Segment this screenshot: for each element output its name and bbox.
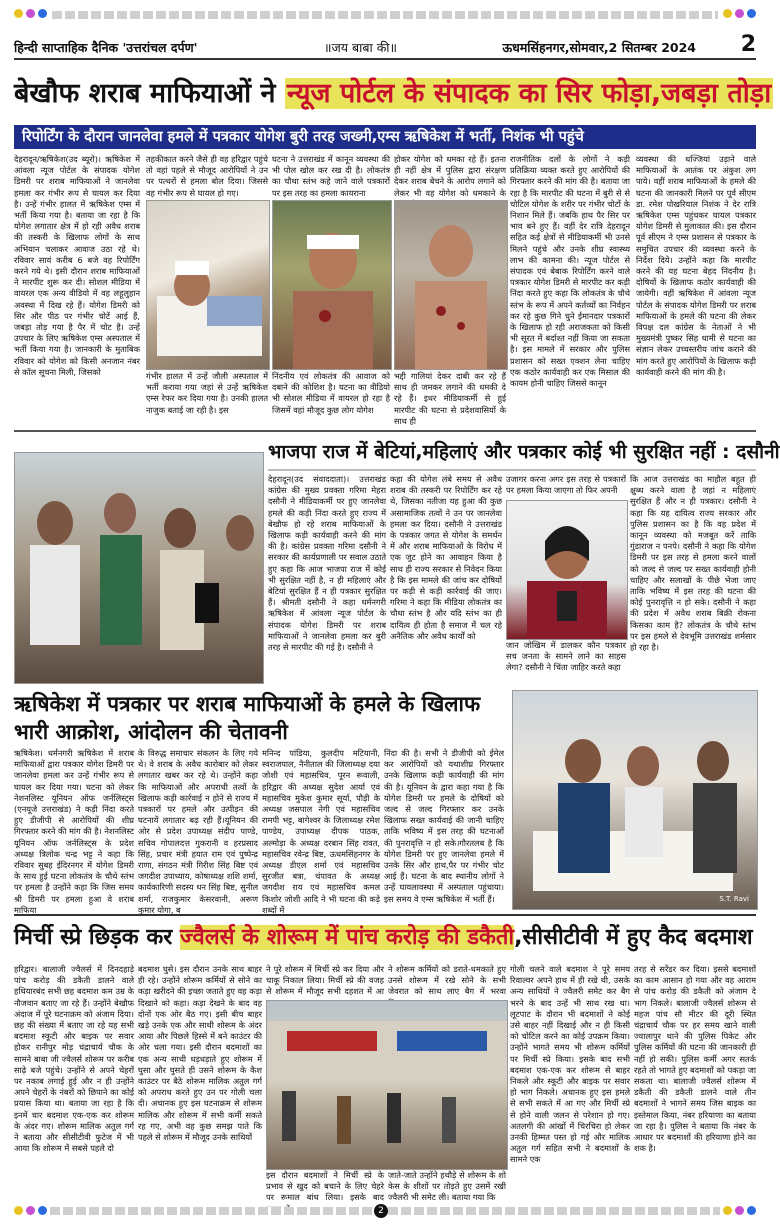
photo-hospital-visit (512, 690, 758, 910)
photo-bloodied-journalist (272, 200, 392, 370)
story1-headline-part-b: न्यूज पोर्टल के संपादक का सिर फोड़ा,जबड़ा तोड़ा (286, 78, 772, 109)
story4-headline (14, 914, 756, 960)
photo-illustration (507, 501, 627, 639)
dot (723, 1206, 732, 1215)
footer-dots-left (14, 1206, 47, 1215)
story1-column-4b: भद्दी गालियां देकर दाबी कर रहे हैं साथ ही जमकर लगाने की धमकी दे रहे हैं। इधर मीडियाकर्मी से हुई मारपीट की घटना से प्रदेशवासियों के साथ ही (394, 371, 506, 426)
dot (747, 1206, 756, 1215)
story3-column-2: के विरुद्ध समाचार संकलन के लिए गये थे। वे शराब के अवैध कारोबार को लेकर लगातार खबर कर रहे थे। उन्होंने कहा कि माफियाओं और अपराधी तत्वों के खिलाफ कड़ी कार्रवाई न होने से राज्य में पत्रकारों पर हमले और उत्पीड़न की घटनायें लगातार बढ़ रही हैं।यूनियन की ओर से प्रदेश उपाध्यक्ष संदीप पाण्डे, सचिव गोपालदत्त गुकरानी व हरप्रसाद सिंह, प्रचार मंत्री हयात राम एवं पुष्पेन्द्र राणा, संगठन मंत्री गिरीश सिंह बिष्ट एवं जगदीश उपाध्याय, कोषाध्यक्ष शशि शर्मा, कार्यकारिणी सदस्य धन सिंह बिष्ट, सुनील शर्मा, राजकुमार केसरवानी, अरूण कुमार योगा, ब (138, 748, 258, 915)
story3-column-4: निंदा की है। सभी ने डीजीपी को ईमेल कर आरोपियों को यथाशीघ्र गिरफ्तार उनके खिलाफ कड़ी कार्यवाही की मांग की है। यूनियन के द्वारा कहा गया है कि योगेश डिमरी पर हमले के दोषियों को जल्द से जल्द गिरफ्तार कर उनके खिलाफ सख्त कार्यवाई की जानी चाहिए ताकि भविष्य में इस तरह की घटनाओं की पुनरावृत्ति न हो सके।गौरतलब है कि योगेश डिमरी पर हुए जानलेवा हमले में उनके सिर और हाथ,पैर पर गंभीर चोट आई हैं। घटना के बाद स्थानीय लोगों ने उन्हें घायलावस्था में अस्पताल पहुंचाया। इस समय वे एम्स ऋषिकेश में भर्ती हैं। (384, 748, 504, 904)
story1-column-5: राजनीतिक दलों के लोगों ने कड़ी प्रतिक्रिया व्यक्त करते हुए आरोपियों की गिरफ्तार करने की मांग की है। बताया जा रहा है कि मारपीट की घटना में बुरी से से चोटिल योगेश के शरीर पर गंभीर चोटों के निशान मिले हैं। जबकि हाथ पैर सिर पर भाव बने हुए हैं। वहीं देर रात्रि देहरादून सहित कई क्षेत्रों से मीडियाकर्मी भी उनसे मिलने पहुंचे और उनके शीघ्र स्वास्थ्य लाभ की कामना की। न्यूज पोर्टल से संपादक एवं बेबाक रिपोर्टिंग करने वाले पत्रकार योगेश डिमरी से मारपीट कर कड़ी निंदा करते हुए कहा कि लोकतंत्र के चौथे स्तंभ के रूप में अपने कर्तव्यों का निर्वहन कर रहे कुछ गिने चुने ईमानदार पत्रकारों के खिलाफ हो रही अराजकता को किसी भी सूरत में बर्दाश्त नहीं किया जा सकता है। इस मामले में सरकार और पुलिस प्रशासन को सख्त एक्शन लेना चाहिए एक कठोर कार्यवाही कर एक मिसाल की कायम होनी चाहिए जिससे कानून (510, 154, 630, 389)
photo-illustration (395, 201, 507, 369)
story2-headline: भाजपा राज में बेटियां,महिलाएं और पत्रकार कोई भी सुरक्षित नहीं : दसौनी (268, 435, 756, 471)
story4-column-2: बदमाश घुसे। इस दौरान उनके साथ बाहर ही रहे। उन्होंने शोरूम कर्मियों से सोने का कड़ा खरीदने की इच्छा जताते हुए वह कड़ा दिखाने को कहा। कड़ा देखने के बाद वह दोनों एक ओर बैठ गए। इसी बीच बाहर खड़े उनके एक और साथी शोरूम के अंदर आया और पिछले हिस्से में बने काउंटर की ओर चला गया। इसी दौरान बदमाशों का एक अन्य साथी धड़धड़ाते हुए शोरूम में घुसा और घुसते ही उसने शोरूम के कैश काउंटर पर बैठे शोरूम मालिक अतुल गर्ग को अपराध करते हुए उन पर गोली चला दी। अचानक हुए इस घटनाक्रम से शोरूम मालिक और शोरूम में सभी कर्मी सकते रह गए, अभी वह कुछ समझ पाते कि पहले से शोरूम में मौजूद उनके साथियों (138, 964, 262, 1143)
photo-injured-journalist-bed (146, 200, 270, 370)
story1-column-3a: घटना ने उत्तराखंड में कानून व्यवस्था की भी पोल खोल कर रख दी है। लोकतंत्र का चौथा स्तंभ कहे जाने वाले पत्रकारों पर इस तरह का हमला कायराना (272, 154, 390, 198)
story2-column-2: कहा की योगेश लंबे समय से अवैध शराब की तस्करी पर रिपोर्टिंग कर रहे थे, जिसका नतीजा यह हुआ की कुछ असामाजिक तत्वों ने उन पर जानलेवा हमला कर दिया। दसौनी ने उत्तराखंड के पत्रकार जगत से योगेश के समर्थन में और शराब माफियाओं के विरोध में एक जुट होने का आवाहन किया है साथ ही राज्य सरकार से निवेदन किया है कि इस मामले की जांच कर दोषियों पर कड़ी से कड़ी कार्रवाई की जाए। गरिमा ने कहा कि मीडिया लोकतंत्र का चौथा स्तंभ है और यदि स्तंभ का ही दायित्व ही होता है समाज में चल रहे अनैतिक और अवैध कार्यों को (390, 474, 502, 641)
footer-dots-right (723, 1206, 756, 1215)
photo-journalist-wounds (394, 200, 508, 370)
page-header (14, 32, 756, 60)
story4-column-4: ने शोरूम कर्मियों को डराते-धमकाते हुए उनसे शोरूम में रखे सोने के सभी जेवरात को साथ लाए बैग में भरवा (388, 964, 506, 997)
dot (747, 9, 756, 18)
dot (38, 9, 47, 18)
story1-headline (14, 70, 772, 118)
dot (735, 1206, 744, 1215)
story4-column-3: ने पूरे शोरूम में मिर्ची स्प्रे कर दिया और चाकू निकाल लिया। मिर्ची स्प्रे की वजह से शोरूम में मौजूद सभी दहशत में आ (266, 964, 384, 997)
header-dots-left (14, 9, 47, 18)
story3-column-3: मनिन्द पांडिया, कुलदीप मटियानी, स्वराजपाल, नैनीताल की जिलाध्यक्ष दया जोशी एवं महासचिव, पूरन रूवाली, हरिद्वार की अध्यक्ष सुदेश आर्या एवं महासचिव मुकेश कुमार सूर्या, पौड़ी के अध्यक्ष जसपाल नेगी एवं महासचिव रामपी भट्ट, बागेश्वर के जिलाध्यक्ष रमेश पाण्डेय, उपाध्यक्ष दीपक पाठक, अल्मोड़ा के अध्यक्ष दरबान सिंह रावत, महासचिव रवेन्द्र बिष्ट, ऊधमसिंहनगर के अध्यक्ष डीएल शर्मा एवं महासचिव सुरजीत बत्रा, चंपावत के अध्यक्ष जगदीश राय एवं महासचिव कमल किशोर जोशी आदि ने भी घटना की कड़े शब्दों में (262, 748, 380, 915)
story1-column-6: व्यवस्था की धज्जियां उड़ाने वाले माफियाओं के आतंक पर अंकुश लग पाये। वहीं शराब माफियाओं के हमले की घटना की जानकारी मिलने पर पूर्व सीएम डा. रमेश पोखरियाल निशंक ने देर रात्रि ऋषिकेश एम्स पहुंचकर घायल पत्रकार योगेश डिमरी से मुलाकात की। इस दौरान पूर्व सीएम ने एम्स प्रशासन से पत्रकार के समुचित उपचार की व्यवस्था करने के निर्देश दिये। उन्होंने कहा कि मारपीट करने की यह घटना बेहद निंदनीय है। दोषियों के खिलाफ कठोर कार्यवाही की जायेगी। वहीं ऋषिकेश में आंवला न्यूज पोर्टल के संपादक योगेश डिमरी पर शराब माफियाओं के हमले की घटना की लेकर विपक्ष दल कांग्रेस के नेताओं ने भी मुख्यमंत्री पुष्कर सिंह धामी से घटना का संज्ञान लेकर उच्चस्तरीय जांच कराने की मांग करते हुए आरोपियों के खिलाफ कड़ी कार्यवाही करने की मांग की है। (636, 154, 756, 377)
footer-page-badge: 2 (374, 1204, 388, 1218)
divider (14, 430, 756, 432)
story4-column-3-caption: इस दौरान बदमाशों ने मिर्ची स्प्रे के प्रभाव से खुद को बचाने के लिए चेहरे पर रूमाल बांध लिया। इसके बाद (266, 1170, 384, 1203)
dot (26, 9, 35, 18)
photo-garima-dasauni (506, 500, 628, 640)
story1-column-1: देहरादून/ऋषिकेश(उद ब्यूरो)। ऋषिकेश में आंवला न्यूज पोर्टल के संपादक योगेश डिमरी पर शराब माफियाओं ने जानलेवा हमला कर गंभीर रूप से घायल कर दिया है। उन्हें गंभीर हालत में ऋषिकेश एम्स में भर्ती किया गया है। बताया जा रहा है कि योगेश लगातार क्षेत्र में हो रही अवैध शराब की तस्करी के खिलाफ लोगों के साथ अभियान चलाकर आवाज उठा रहे थे। रविवार सायं करीब 6 बजे वह रिपोर्टिंग करने गये थे। इसी दौरान शराब माफियाओं ने मारपीट शुरू कर दी। सोशल मीडिया में वायरल एक अन्य वीडियो में वह लहूलुहान अवस्था में दिख रहे हैं। योगेश डिमरी को सिर और पीठ पर गंभीर चोटें आई हैं, जबड़ा तोड़ गया है पैर में चोट है। उन्हें उपचार के लिए ऋषिकेश एम्स अस्पताल में भर्ती किया गया है। जानकारी के मुताबिक रविवार को योगेश को किसी अनजान नंबर से कॉल सूचना मिली, जिसको (14, 154, 140, 377)
story3-headline: ऋषिकेश में पत्रकार पर शराब माफियाओं के हमले के खिलाफ भारी आक्रोश, आंदोलन की चेतावनी (14, 692, 481, 744)
photo-jewellery-showroom (266, 1000, 508, 1170)
photo-illustration (15, 453, 263, 683)
story4-column-1: हरिद्वार। बालाजी ज्वैलर्स में दिनदहाड़े पांच करोड़ की डकैती डालने वाले हथियारबंद सभी छह बदमाश कम उम्र के नौजवान बताए जा रहे हैं। उन्होंने बेखौफ अंदाज में पूरे घटनाक्रम को अंजाम दिया। छह की संख्या में बताए जा रहे यह सभी बदमाश स्कूटी और बाइक पर सवार होकर रानीपुर मोड़ चंद्राचार्य चौक के सामने बाबा जी ज्वैलर्स शोरूम पर करीब साढ़े बजे पहुंचे। उन्होंने से अपने चेहरों पर नकाब लगाई हुई और न ही उन्होंने अपने चेहरों के नंबरों को छिपाने का कोई प्रयास किया था। बताया जा रहा है कि इनमें चार बदमाश एक-एक कर शोरूम के अंदर गए। शोरूम मालिक अतुल गर्ग ने बताया और सीसीटीवी फुटेज में भी आया कि शोरूम में सबसे पहले दो (14, 964, 134, 1154)
photo-illustration (267, 1001, 507, 1169)
story2-photo-caption: जान जोखिम में डालकर कौन पत्रकार सच जनता के सामने लाने का साहस लेगा? दसौनी ने चिंता जाहिर करते कहा (506, 640, 626, 673)
story2-column-4: कि आज उत्तराखंड का माहौल बहुत ही क्षुब्ध करने वाला है जहां न महिलाएं सुरक्षित हैं और न ही पत्रकार। दसौनी ने कहा कि यह दायित्व राज्य सरकार और पुलिस प्रशासन का है कि वह प्रदेश में कानून व्यवस्था को मजबूत करें ताकि गुंडाराज न पनपे। दसौनी ने कहा कि योगेश डिमरी पर इस तरह से हमला करने वालों को जल्द से जल्द पर सख्त कार्यवाही होनी चाहिए और सलाखों के पीछे भेजा जाए ताकि भविष्य में इस तरह की घटना की कोई पुनरावृत्ति न हो सके। दसौनी ने कहा की प्रदेश में अवैध शराब बिक्री रोकना किसका काम है? लोकतंत्र के चौथे स्तंभ पर इस हमले से देवभूमि उत्तराखंड शर्मसार हो रहा है। (630, 474, 756, 653)
story4-column-4-caption: जाते-जाते उन्होंने हथौड़े से शोरूम के शो केस के शीशों पर तोड़ते हुए उसमें रखी ज्वैलरी भी समेट ली। बताया गया कि (388, 1170, 506, 1203)
story4-headline-part-c: ,सीसीटीवी में हुए कैद बदमाश (514, 925, 753, 950)
photo-illustration (513, 691, 757, 909)
story3-column-1: ऋषिकेश। धर्मनगरी ऋषिकेश में शराब माफियाओं द्वारा पत्रकार योगेश डिमरी पर जानलेवा हमला कर उन्हें गंभीर रूप से घायल कर दिया गया। घटना को लेकर नेशनलिस्ट यूनियन ऑफ जर्नलिस्ट्स (एनयूजे उत्तराखंड) ने कड़ी निंदा करते हुए डीजीपी से आरोपियों की शीघ्र गिरफ्तार करने की मांग की है। नेशनलिस्ट यूनियन ऑफ जर्नलिस्ट्स के प्रदेश अध्यक्ष त्रिलोक चन्द्र भट्ट ने कहा कि रविवार सुबह ईदिरनगर में योगेश डिमरी के साथ हुई घटना लोकतंत्र के चौथे स्तंभ पर हमला है उन्होंने कहा कि जिस समय श्री डिमरी पर हमला हुआ वे शराब माफिया (14, 748, 134, 915)
story2-column-3: उजागर करना अगर इस तरह से पत्रकारों पर हमला किया जाएगा तो फिर अपनी (506, 474, 626, 496)
header-dots-right (723, 9, 756, 18)
dot (26, 1206, 35, 1215)
story4-column-6: तरह से सरेंडर कर दिया। इससे बदमाशों का काम आसान हो गया और वह आराम से पांच करोड़ की डकैती को अंजाम दे भाग निकले। बालाजी ज्वैलर्स शोरूम से महज पांच सौ मीटर की दूरी स्थित चंद्राचार्य चौक पर हर समय खाने वाली ज्वालापुर थाने की पुलिस पिकेट और पुलिस कर्मियों की घटना की जानकारी ही नहीं हो सकी। पुलिस कर्मी अगर सतर्क रहते तो भागते हुए बदमाशों को पकड़ा जा सकता था। बालाजी ज्वैलर्स शोरूम में डकैती की डकैती डालने वाले तीन बदमाशों ने भागने समय जिस बाइक का इस्तेमाल किया, नंबर हरियाणा का बताया जा रहा है। पुलिस ने बताया कि नंबर के आधार पर बदमाशों की हरियाणा होने का शक है। (634, 964, 756, 1154)
dot (723, 9, 732, 18)
dot (735, 9, 744, 18)
story1-column-4a: होकर योगेश को धमका रहे हैं। इतना ही नहीं क्षेत्र में पुलिस द्वारा संरक्षण देकर शराब बेचने के आरोप लगाने को लेकर भी वह योगेश को धमकाने के (394, 154, 506, 198)
photo-illustration (147, 201, 269, 369)
photo-credit: S.T. Ravi (719, 895, 749, 903)
photo-protest-crowd (14, 452, 264, 684)
story4-column-5: गोली चलने वाले बदमाश ने पूरे समय रिवाल्वर अपने हाथ में ही रखे थी, उसके अन्य साथियों ने ज्वैलरी समेट कर बैग भरने के बाद उन्हें भी साथ रख था। लूटपाट के दौरान भी बदमाशों ने कोई उसे बाहर नहीं दिखाई और न ही किसी को चोटिल करने का कोई उपक्रम किया। उन्होंने भागते समय भी शोरूम कर्मियों पर मिर्ची स्प्रे किया। इसके बाद सभी बदमाश एक-एक कर शोरूम से बाहर निकले और स्कूटी और बाइक पर सवार हो भाग निकले। अचानक हुए इस हमले से सभी सकते में आ गए और मिर्ची स्प्रे से होने वाली जलन से परेशान हो गए। अतलगी की आंखों में चिरचिरा हो लेकर उनकी हिम्मत पस्त हो गई और मालिक अतुल गर्ग सहित सभी ने बदमाशों के सामने एक (510, 964, 630, 1165)
story4-headline-part-b: ज्वैलर्स के शोरूम में पांच करोड़ की डकैती (179, 925, 515, 950)
dot (14, 1206, 23, 1215)
story1-headline-part-a: बेखौफ शराब माफियाओं ने (14, 78, 285, 109)
photo-illustration (273, 201, 391, 369)
dot (38, 1206, 47, 1215)
story1-column-2a: तहकीकात करने जैसे ही वह हरिद्वार पहुंचे तो वहां पहले से मौजूद आरोपियों ने उन पर पत्थरों से हमला बोल दिया। जिससे वह गंभीर रूप से घायल हो गए। (146, 154, 268, 198)
dot (14, 9, 23, 18)
story1-column-3b: निंदनीय एवं लोकतंत्र की आवाज को दबाने की कोशिश है। घटना का वीडियो भी सोशल मीडिया में वायरल हो रहा है जिसमें वहां मौजूद कुछ लोग योगेश (272, 371, 390, 415)
story1-subheadline: रिपोर्टिंग के दौरान जानलेवा हमले में पत्रकार योगेश बुरी तरह जख्मी,एम्स ऋषिकेश में भर्ती, निशंक भी पहुंचे (14, 125, 756, 149)
page-footer (14, 1206, 756, 1216)
page-number: 2 (740, 32, 756, 57)
story2-column-1: देहरादून(उद संवाददाता)। उत्तराखंड कांग्रेस की मुख्य प्रवक्ता गरिमा मेहरा दसौनी ने मीडियाकर्मी पर हुए जानलेवा हमले की कड़ी निंदा करते हुए राज्य में बेखौफ हो रहे शराब माफियाओं के खिलाफ कड़ी कार्यवाही करने की मांग की है। कांग्रेस प्रवक्ता गरिमा दसौनी ने सरकार की कार्यप्रणाली पर सवाल उठाते हुए कहा कि आज भाजपा राज में कोई भी सुरक्षित नहीं है, न ही महिलाएं और बेटियां सुरक्षित हैं न ही पत्रकार सुरक्षित हैं। श्रीमती दसौनी ने कहा धर्मनगरी ऋषिकेश में आंवला न्यूज पोर्टल के संपादक योगेश डिमरी पर शराब माफियाओं ने जानलेवा हमला कर बुरी तरह से मारपीट की गई है। दसौनी ने (268, 474, 386, 653)
story4-headline-part-a: मिर्ची स्प्रे छिड़क कर (14, 925, 180, 950)
paper-name: हिन्दी साप्ताहिक दैनिक 'उत्तरांचल दर्पण' (14, 40, 198, 55)
story1-column-2b: गंभीर हालत में उन्हें जौली अस्पताल में भर्ती कराया गया जहां से उन्हें ऋषिकेश एम्स रेफर कर दिया गया है। उनकी हालत नाजुक बताई जा रही है। इस (146, 371, 268, 415)
dateline: ऊधमसिंहनगर,सोमवार,2 सितम्बर 2024 (502, 40, 696, 55)
motto: ॥जय बाबा की॥ (324, 40, 398, 55)
header-stripe (52, 11, 718, 19)
